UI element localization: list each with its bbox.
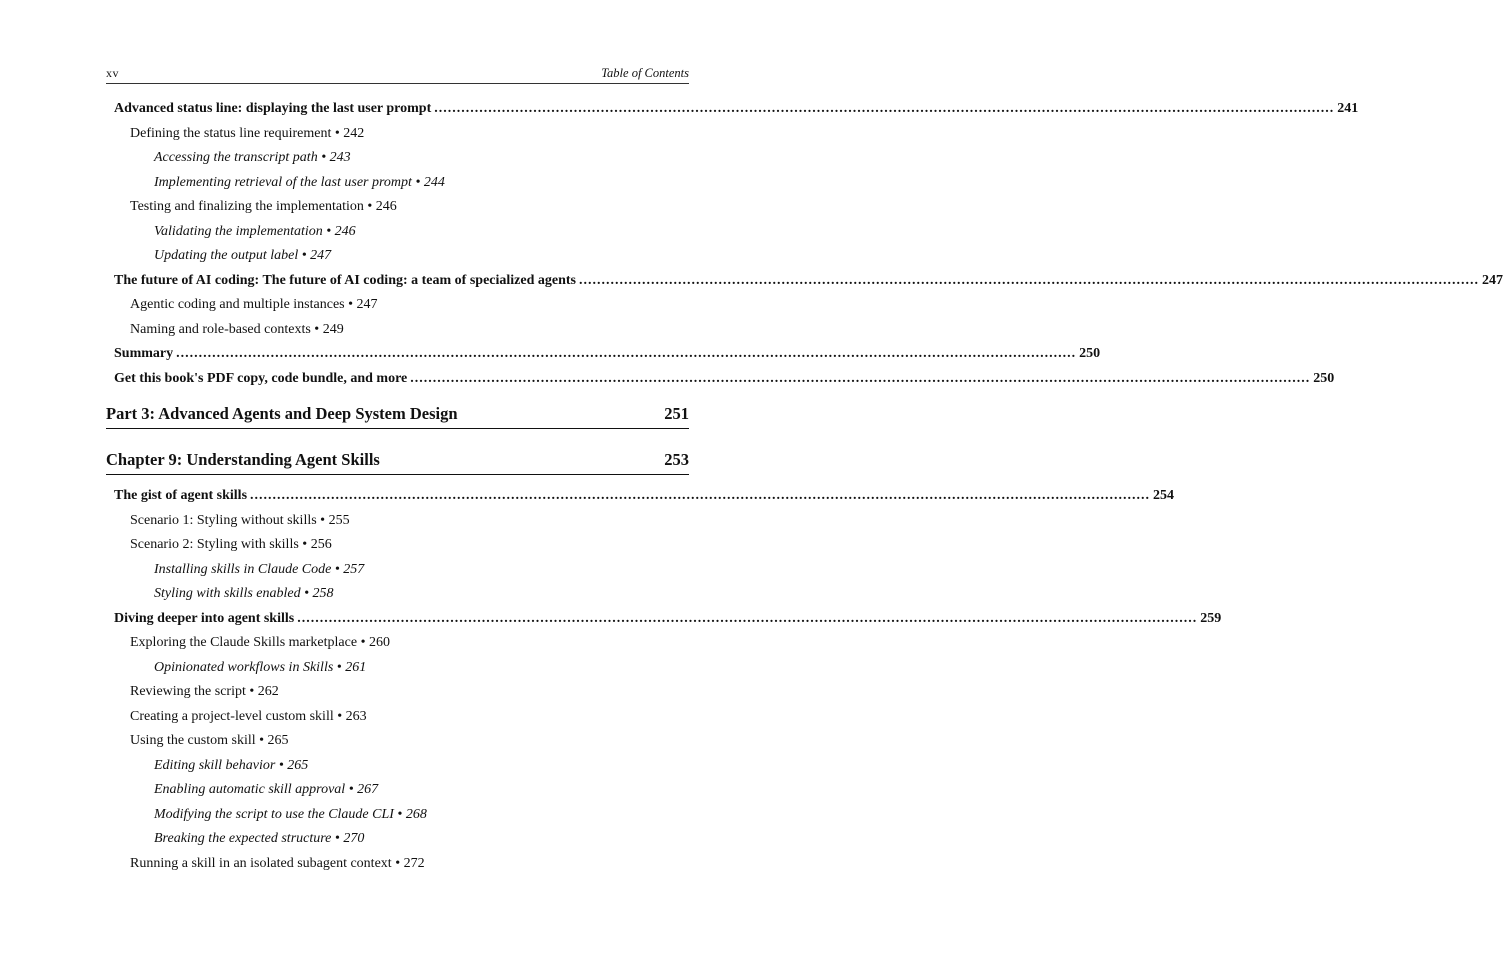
toc-entry-title: Accessing the transcript path [154,150,318,165]
bullet-separator: • [298,248,311,263]
toc-entry-level-3[interactable] [154,806,427,824]
toc-entry-level-2[interactable] [130,296,378,314]
toc-entry-page: 268 [405,806,427,822]
bullet-separator: • [357,635,369,650]
toc-entry-page: 246 [375,199,397,214]
bullet-separator: • [298,537,311,552]
toc-entry-page: 254 [1153,488,1175,503]
toc-entry-title: Editing skill behavior [154,757,276,773]
bullet-separator: • [322,223,335,239]
bullet-separator: • [363,199,376,214]
toc-entry-page: 262 [257,684,279,699]
toc-leader-dots: ........................................................................................................................................................................................................ [176,346,1077,361]
toc-entry-level-2[interactable] [130,732,289,750]
toc-entry-title: Enabling automatic skill approval [154,782,346,797]
toc-entry-page: 257 [343,561,365,577]
toc-entry-page: 250 [1079,346,1101,361]
toc-entry-page: 265 [287,757,309,773]
bullet-separator: • [331,831,344,846]
toc-entry-page: 250 [1313,370,1335,386]
toc-entry-level-2[interactable] [130,536,332,554]
toc-entry-title: Implementing retrieval of the last user prompt [154,174,412,190]
toc-entry-title: Agentic coding and multiple instances [130,297,345,312]
toc-entry-title: Testing and finalizing the implementation [130,199,364,214]
toc-entry-title: Get this book's PDF copy, code bundle, and more [114,370,408,386]
toc-entry-title: Creating a project-level custom skill [130,708,334,724]
toc-entry-title: Exploring the Claude Skills marketplace [130,635,358,650]
toc-entry-title: Diving deeper into agent skills [114,610,295,626]
bullet-separator: • [393,806,406,822]
toc-entry-level-3[interactable] [154,585,334,603]
toc-entry-level-2[interactable] [130,125,364,143]
toc-entry-title: Naming and role-based contexts [130,321,311,337]
toc-entry-level-3[interactable] [154,247,331,265]
toc-entry-page: 261 [345,659,367,675]
toc-entry-title: Using the custom skill [130,733,256,748]
bullet-separator: • [317,150,330,165]
bullet-separator: • [411,174,424,190]
toc-entry-level-2[interactable] [130,198,397,216]
toc-entry-title: Summary [114,346,174,361]
toc-entry-level-2[interactable] [130,321,344,339]
toc-entry-page: 247 [356,297,378,312]
part-heading[interactable] [106,404,689,429]
bullet-separator: • [245,684,258,699]
chapter-heading[interactable] [106,450,689,475]
bullet-separator: • [331,125,344,141]
toc-leader-dots: ........................................................................................................................................................................................................ [250,488,1151,503]
toc-entry-title: Defining the status line requirement [130,125,332,141]
running-header [106,62,689,84]
toc-leader-dots: ........................................................................................................................................................................................................ [579,272,1479,288]
toc-entry-level-3[interactable] [154,561,364,579]
toc-entry-title: Reviewing the script [130,684,246,699]
toc-entry-page: 249 [322,321,344,337]
toc-entry-level-2[interactable] [130,634,390,652]
toc-entry-title: The future of AI coding: The future of AI coding: a team of specialized agents [114,272,576,288]
toc-entry-level-2[interactable] [130,855,425,873]
toc-entry-page: 267 [357,782,379,797]
bullet-separator: • [310,321,323,337]
toc-entry-page: 244 [423,174,445,190]
toc-entry-page: 265 [267,733,289,748]
bullet-separator: • [333,708,346,724]
bullet-separator: • [391,855,404,871]
toc-entry-title: Validating the implementation [154,223,323,239]
toc-entry-level-2[interactable] [130,683,279,701]
toc-entry-title: Scenario 1: Styling without skills [130,512,317,528]
toc-entry-title: Breaking the expected structure [154,831,332,846]
toc-entry-level-1[interactable] [114,345,1101,363]
bullet-separator: • [344,297,357,312]
toc-entry-title: Advanced status line: displaying the last user prompt [114,101,432,116]
toc-leader-dots: ........................................................................................................................................................................................................ [297,610,1198,626]
toc-entry-title: Opinionated workflows in Skills [154,659,334,675]
toc-entry-level-3[interactable] [154,223,356,241]
bullet-separator: • [331,561,344,577]
toc-entry-level-3[interactable] [154,830,364,848]
part-page: 251 [664,404,689,423]
toc-entry-page: 241 [1337,101,1359,116]
toc-entry-title: Styling with skills enabled [154,586,301,601]
toc-entry-level-1[interactable] [114,610,1222,628]
toc-entry-title: The gist of agent skills [114,488,248,503]
bullet-separator: • [316,512,329,528]
toc-entry-page: 246 [334,223,356,239]
toc-entry-level-1[interactable] [114,272,1503,290]
toc-entry-title: Running a skill in an isolated subagent context [130,855,392,871]
toc-entry-level-1[interactable] [114,487,1175,505]
toc-entry-level-1[interactable] [114,370,1335,388]
toc-entry-page: 272 [403,855,425,871]
page-number: xv [106,66,119,80]
part-title: Part 3: Advanced Agents and Deep System Design [106,404,458,423]
toc-entry-page: 247 [1482,272,1503,288]
toc-entry-page: 243 [329,150,351,165]
running-title: Table of Contents [601,66,689,80]
toc-entry-level-3[interactable] [154,659,366,677]
toc-entry-page: 256 [310,537,332,552]
toc-entry-level-3[interactable] [154,149,351,167]
toc-entry-page: 260 [368,635,390,650]
bullet-separator: • [300,586,313,601]
toc-entry-title: Installing skills in Claude Code [154,561,332,577]
toc-leader-dots: ........................................................................................................................................................................................................ [434,101,1335,116]
toc-entry-level-2[interactable] [130,512,350,530]
toc-entry-page: 259 [1200,610,1222,626]
toc-entry-page: 263 [345,708,367,724]
toc-entry-title: Scenario 2: Styling with skills [130,537,299,552]
toc-entry-page: 270 [343,831,365,846]
bullet-separator: • [255,733,268,748]
bullet-separator: • [345,782,358,797]
toc-entry-level-2[interactable] [130,708,367,726]
toc-entry-level-3[interactable] [154,174,445,192]
toc-entry-page: 242 [343,125,365,141]
bullet-separator: • [333,659,346,675]
toc-entry-level-1[interactable] [114,100,1359,118]
toc-entry-page: 255 [328,512,350,528]
bullet-separator: • [275,757,288,773]
toc-entry-title: Updating the output label [154,248,299,263]
chapter-page: 253 [664,450,689,469]
toc-entry-page: 247 [310,248,332,263]
toc-entry-level-3[interactable] [154,781,378,799]
toc-entry-level-3[interactable] [154,757,308,775]
toc-entry-title: Modifying the script to use the Claude CLI [154,806,394,822]
toc-leader-dots: ........................................................................................................................................................................................................ [410,370,1311,386]
toc-entry-page: 258 [312,586,334,601]
chapter-title: Chapter 9: Understanding Agent Skills [106,450,380,469]
